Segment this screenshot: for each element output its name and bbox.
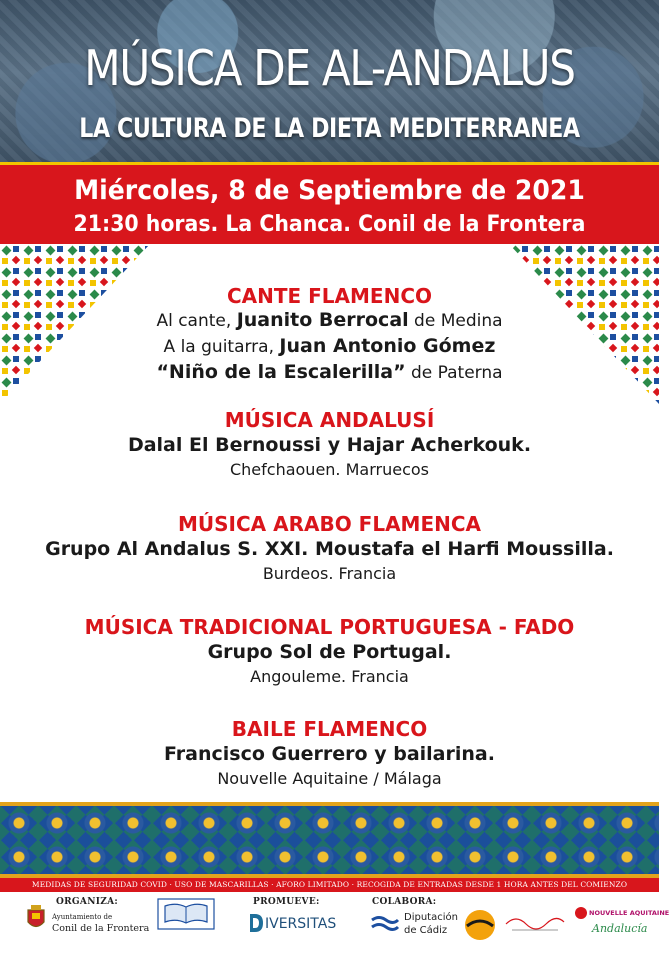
covid-notice: MEDIDAS DE SEGURIDAD COVID · USO DE MASCARILLAS · AFORO LIMITADO · RECOGIDA DE ENTRADAS DESDE 1 HORA ANTES DEL COMIENZO bbox=[0, 878, 659, 892]
tile-strip bbox=[0, 802, 659, 878]
organiza-label: ORGANIZA: bbox=[56, 897, 118, 907]
ayuntamiento-small: Ayuntamiento de bbox=[52, 913, 113, 921]
section-musica-andalusi bbox=[0, 408, 659, 482]
section-musica-arabo-flamenca bbox=[0, 512, 659, 586]
program-line: Al cante, Juanito Berrocal de Medina bbox=[156, 309, 503, 331]
diversitas-d-icon bbox=[248, 913, 264, 933]
cafe-logo-icon bbox=[502, 912, 568, 936]
andalucia-script: Andalucía bbox=[592, 922, 648, 935]
performer-name: Grupo Sol de Portugal. bbox=[207, 641, 452, 663]
program-line: “Niño de la Escalerilla” de Paterna bbox=[156, 361, 503, 383]
header-banner bbox=[0, 0, 659, 162]
section-baile-flamenco bbox=[0, 717, 659, 791]
diversitas-text: IVERSITAS bbox=[265, 916, 337, 932]
performer-name: Francisco Guerrero y bailarina. bbox=[164, 743, 495, 765]
sun-logo-icon bbox=[462, 908, 498, 942]
nouvelle-aquitaine-icon bbox=[574, 906, 588, 920]
section-heading: BAILE FLAMENCO bbox=[231, 717, 428, 741]
performer-name: Grupo Al Andalus S. XXI. Moustafa el Harfi Moussilla. bbox=[45, 538, 614, 560]
promueve-label: PROMUEVE: bbox=[253, 897, 320, 907]
poster-subtitle: LA CULTURA DE LA DIETA MEDITERRANEA bbox=[79, 113, 580, 144]
diputacion-waves-icon bbox=[370, 914, 400, 932]
diputacion-line1: Diputación bbox=[404, 912, 458, 923]
ayuntamiento-crest-icon bbox=[26, 904, 46, 932]
section-heading: MÚSICA ANDALUSÍ bbox=[224, 408, 435, 432]
section-heading: CANTE FLAMENCO bbox=[226, 284, 433, 308]
sponsors-footer bbox=[0, 892, 669, 960]
performer-origin: Burdeos. Francia bbox=[262, 564, 397, 583]
poster-title: MÚSICA DE AL-ANDALUS bbox=[84, 40, 575, 97]
colabora-label: COLABORA: bbox=[372, 897, 437, 907]
performer-origin: Nouvelle Aquitaine / Málaga bbox=[217, 769, 442, 788]
performer-origin: Chefchaouen. Marruecos bbox=[229, 460, 429, 479]
section-fado bbox=[0, 615, 659, 689]
book-logo-icon bbox=[157, 898, 215, 930]
performer-name: Dalal El Bernoussi y Hajar Acherkouk. bbox=[127, 434, 532, 456]
performer-origin: Angouleme. Francia bbox=[250, 667, 409, 686]
date-band bbox=[0, 162, 659, 244]
nouvelle-aquitaine-text: NOUVELLE AQUITAINE bbox=[589, 909, 669, 917]
section-heading: MÚSICA ARABO FLAMENCA bbox=[177, 512, 482, 536]
event-date: Miércoles, 8 de Septiembre de 2021 bbox=[74, 175, 585, 206]
section-heading: MÚSICA TRADICIONAL PORTUGUESA - FADO bbox=[84, 615, 575, 639]
program-line: A la guitarra, Juan Antonio Gómez bbox=[163, 335, 496, 357]
ayuntamiento-name: Conil de la Frontera bbox=[52, 923, 150, 934]
section-cante-flamenco bbox=[0, 284, 659, 386]
event-place: 21:30 horas. La Chanca. Conil de la Frontera bbox=[73, 212, 586, 237]
diputacion-line2: de Cádiz bbox=[404, 925, 448, 936]
